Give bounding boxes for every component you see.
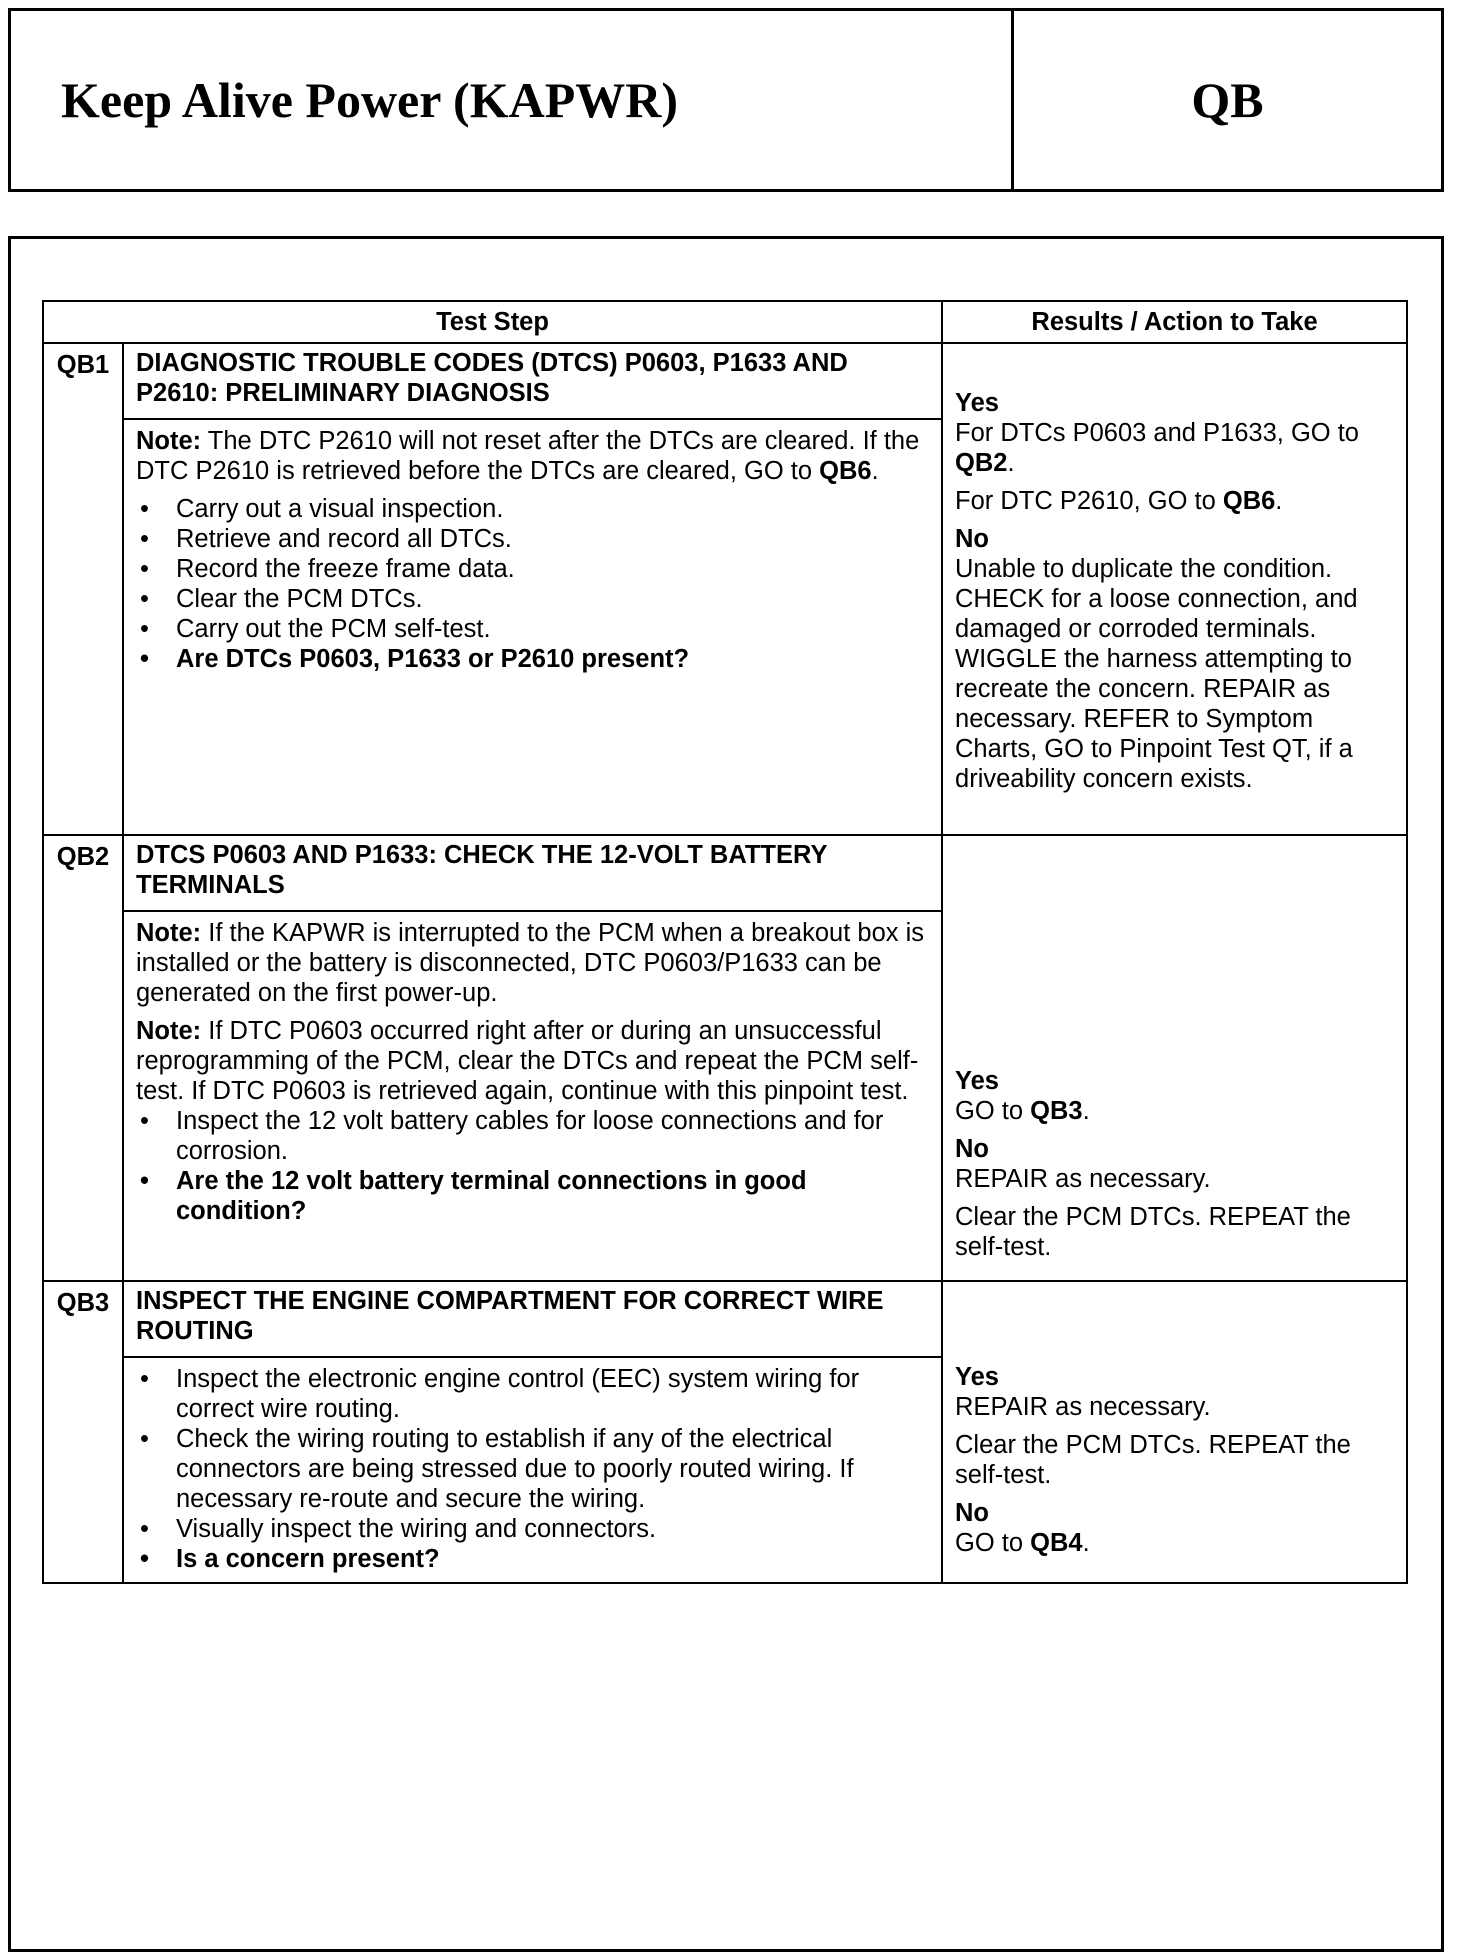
list-item: • Carry out a visual inspection. <box>136 494 931 524</box>
step-title: DTCS P0603 AND P1633: CHECK THE 12-VOLT BATTERY TERMINALS <box>123 835 942 911</box>
no-action: GO to QB4. <box>955 1529 1090 1557</box>
yes-action: For DTCs P0603 and P1633, GO to QB2. <box>955 419 1359 477</box>
step-question: • Are the 12 volt battery terminal connections in good condition? <box>136 1166 931 1226</box>
yes-action: For DTC P2610, GO to QB6. <box>955 487 1283 515</box>
no-action: Unable to duplicate the condition. CHECK for a loose connection, and damaged or corroded terminals. WIGGLE the harness attempting to recreate the concern. REPAIR as necessary. REFER to Symptom Charts, GO to Pinpoint Test QT, if a driveability concern exists. <box>955 555 1358 793</box>
list-item: • Carry out the PCM self-test. <box>136 614 931 644</box>
step-title: DIAGNOSTIC TROUBLE CODES (DTCS) P0603, P1633 AND P2610: PRELIMINARY DIAGNOSIS <box>123 343 942 419</box>
no-label: No <box>955 1499 990 1527</box>
step-results <box>942 835 1407 1281</box>
step-title: INSPECT THE ENGINE COMPARTMENT FOR CORRECT WIRE ROUTING <box>123 1281 942 1357</box>
no-action: REPAIR as necessary. <box>955 1165 1211 1193</box>
yes-label: Yes <box>955 1067 999 1095</box>
page-title: Keep Alive Power (KAPWR) <box>11 11 1014 189</box>
no-label: No <box>955 525 990 553</box>
step-id: QB1 <box>43 343 123 835</box>
step-instructions <box>136 1364 931 1574</box>
step-question: • Are DTCs P0603, P1633 or P2610 present? <box>136 644 931 674</box>
list-item: • Inspect the electronic engine control (EEC) system wiring for correct wire routing. <box>136 1364 931 1424</box>
step-title-row <box>43 835 1407 911</box>
step-note: Note: The DTC P2610 will not reset after the DTCs are cleared. If the DTC P2610 is retrieved before the DTCs are cleared, GO to QB6. <box>136 427 920 485</box>
table-header-row <box>43 301 1407 343</box>
step-note: Note: If DTC P0603 occurred right after or during an unsuccessful reprogramming of the PCM, clear the DTCs and repeat the PCM self-test. If DTC P0603 is retrieved again, continue with this pinpoint test. <box>136 1017 919 1105</box>
no-action: Clear the PCM DTCs. REPEAT the self-test. <box>955 1203 1351 1261</box>
step-instructions <box>136 1106 931 1226</box>
yes-label: Yes <box>955 1363 999 1391</box>
list-item: • Check the wiring routing to establish if any of the electrical connectors are being stressed due to poorly routed wiring. If necessary re-route and secure the wiring. <box>136 1424 931 1514</box>
yes-label: Yes <box>955 389 999 417</box>
list-item: • Retrieve and record all DTCs. <box>136 524 931 554</box>
list-item: • Inspect the 12 volt battery cables for loose connections and for corrosion. <box>136 1106 931 1166</box>
step-id: QB2 <box>43 835 123 1281</box>
step-results <box>942 1281 1407 1583</box>
step-instructions <box>136 494 931 674</box>
step-id: QB3 <box>43 1281 123 1583</box>
list-item: • Clear the PCM DTCs. <box>136 584 931 614</box>
step-body <box>123 1357 942 1583</box>
test-code: QB <box>1191 72 1264 128</box>
step-body <box>123 911 942 1281</box>
step-title-row <box>43 343 1407 419</box>
no-label: No <box>955 1135 990 1163</box>
yes-action: GO to QB3. <box>955 1097 1090 1125</box>
step-results <box>942 343 1407 835</box>
step-title-row <box>43 1281 1407 1357</box>
step-note: Note: If the KAPWR is interrupted to the PCM when a breakout box is installed or the battery is disconnected, DTC P0603/P1633 can be generated on the first power-up. <box>136 919 925 1007</box>
step-question: • Is a concern present? <box>136 1544 931 1574</box>
results-header: Results / Action to Take <box>942 301 1407 343</box>
yes-action: Clear the PCM DTCs. REPEAT the self-test. <box>955 1431 1351 1489</box>
yes-action: REPAIR as necessary. <box>955 1393 1211 1421</box>
list-item: • Record the freeze frame data. <box>136 554 931 584</box>
step-body <box>123 419 942 835</box>
page-header <box>8 8 1444 192</box>
test-step-header: Test Step <box>43 301 942 343</box>
pinpoint-test-table <box>42 300 1408 1584</box>
list-item: • Visually inspect the wiring and connectors. <box>136 1514 931 1544</box>
